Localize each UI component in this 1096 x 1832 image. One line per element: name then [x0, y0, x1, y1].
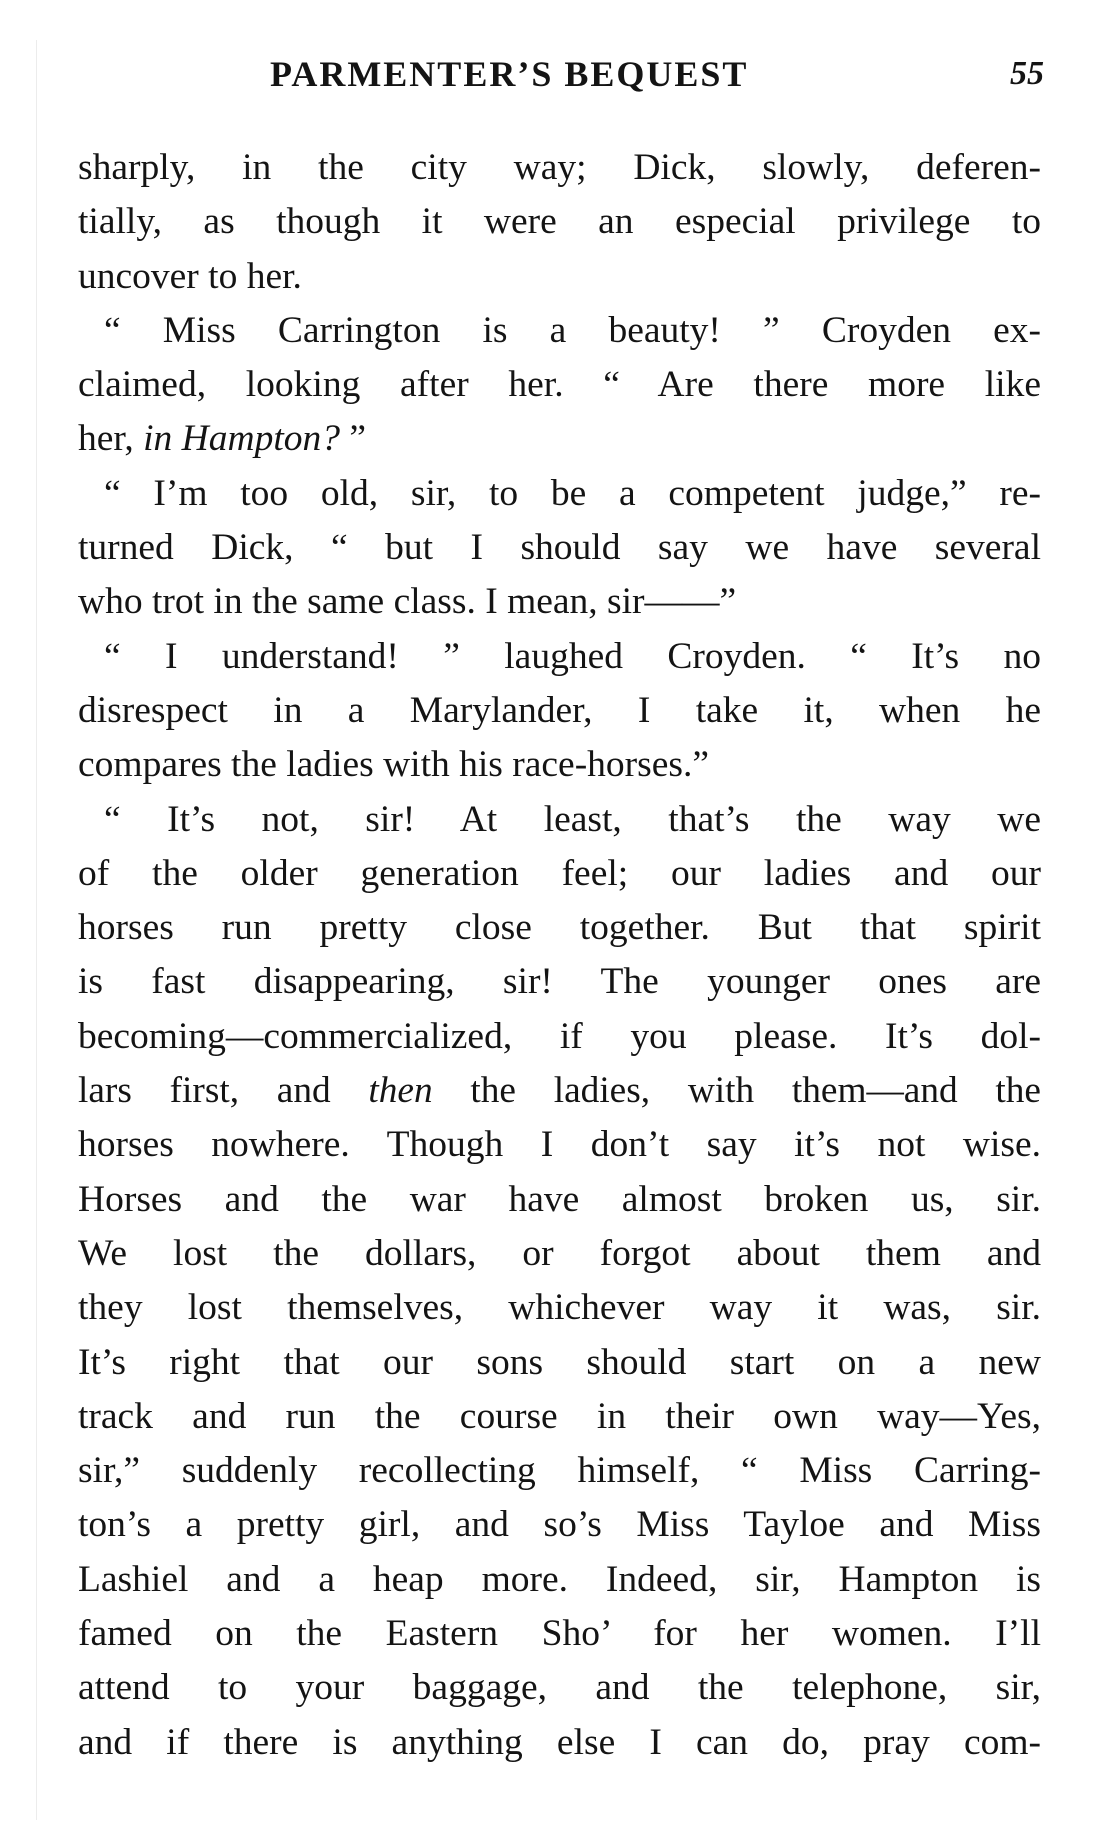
text-line: lars first, and then the ladies, with them—and the — [78, 1070, 1041, 1112]
text-line: “ I’m too old, sir, to be a competent judge,” re- — [104, 472, 1041, 514]
body-text — [78, 141, 1041, 1770]
page-number: 55 — [1010, 55, 1044, 92]
running-title: PARMENTER’S BEQUEST — [270, 54, 749, 94]
text-line: is fast disappearing, sir! The younger ones are — [78, 961, 1041, 1003]
text-line: disrespect in a Marylander, I take it, when he — [78, 689, 1041, 731]
text-line: famed on the Eastern Sho’ for her women. I’ll — [78, 1613, 1041, 1655]
text-line: track and run the course in their own way—Yes, — [78, 1395, 1041, 1437]
text-line: her, in Hampton? ” — [78, 418, 367, 460]
text-line: “ Miss Carrington is a beauty! ” Croyden ex- — [104, 309, 1041, 351]
text-line: becoming—commercialized, if you please. It’s dol- — [78, 1015, 1041, 1057]
text-line: they lost themselves, whichever way it was, sir. — [78, 1287, 1041, 1329]
text-line: turned Dick, “ but I should say we have several — [78, 527, 1041, 569]
text-line: horses run pretty close together. But that spirit — [78, 907, 1041, 949]
page-edge-shadow — [36, 40, 37, 1820]
text-line: tially, as though it were an especial privilege to — [78, 201, 1041, 243]
text-line: It’s right that our sons should start on a new — [78, 1341, 1041, 1383]
text-line: Lashiel and a heap more. Indeed, sir, Hampton is — [78, 1558, 1041, 1600]
text-line: Horses and the war have almost broken us, sir. — [78, 1178, 1041, 1220]
text-line: attend to your baggage, and the telephone, sir, — [78, 1667, 1041, 1709]
text-line: uncover to her. — [78, 255, 302, 297]
text-line: ton’s a pretty girl, and so’s Miss Tayloe and Miss — [78, 1504, 1041, 1546]
text-line: horses nowhere. Though I don’t say it’s not wise. — [78, 1124, 1041, 1166]
text-line: of the older generation feel; our ladies and our — [78, 852, 1041, 894]
text-line: “ I understand! ” laughed Croyden. “ It’s no — [104, 635, 1041, 677]
italic-text: then — [368, 1070, 433, 1112]
text-line: and if there is anything else I can do, pray com- — [78, 1721, 1041, 1763]
text-line: compares the ladies with his race-horses.” — [78, 744, 710, 786]
text-line: claimed, looking after her. “ Are there more like — [78, 364, 1041, 406]
text-line: sharply, in the city way; Dick, slowly, deferen- — [78, 147, 1041, 188]
text-line: We lost the dollars, or forgot about them and — [78, 1232, 1041, 1274]
italic-text: in Hampton? — [143, 418, 341, 460]
text-line: who trot in the same class. I mean, sir——” — [78, 581, 737, 623]
text-line: “ It’s not, sir! At least, that’s the way we — [104, 798, 1041, 840]
text-line: sir,” suddenly recollecting himself, “ Miss Carring- — [78, 1450, 1041, 1492]
running-header — [0, 50, 1096, 100]
